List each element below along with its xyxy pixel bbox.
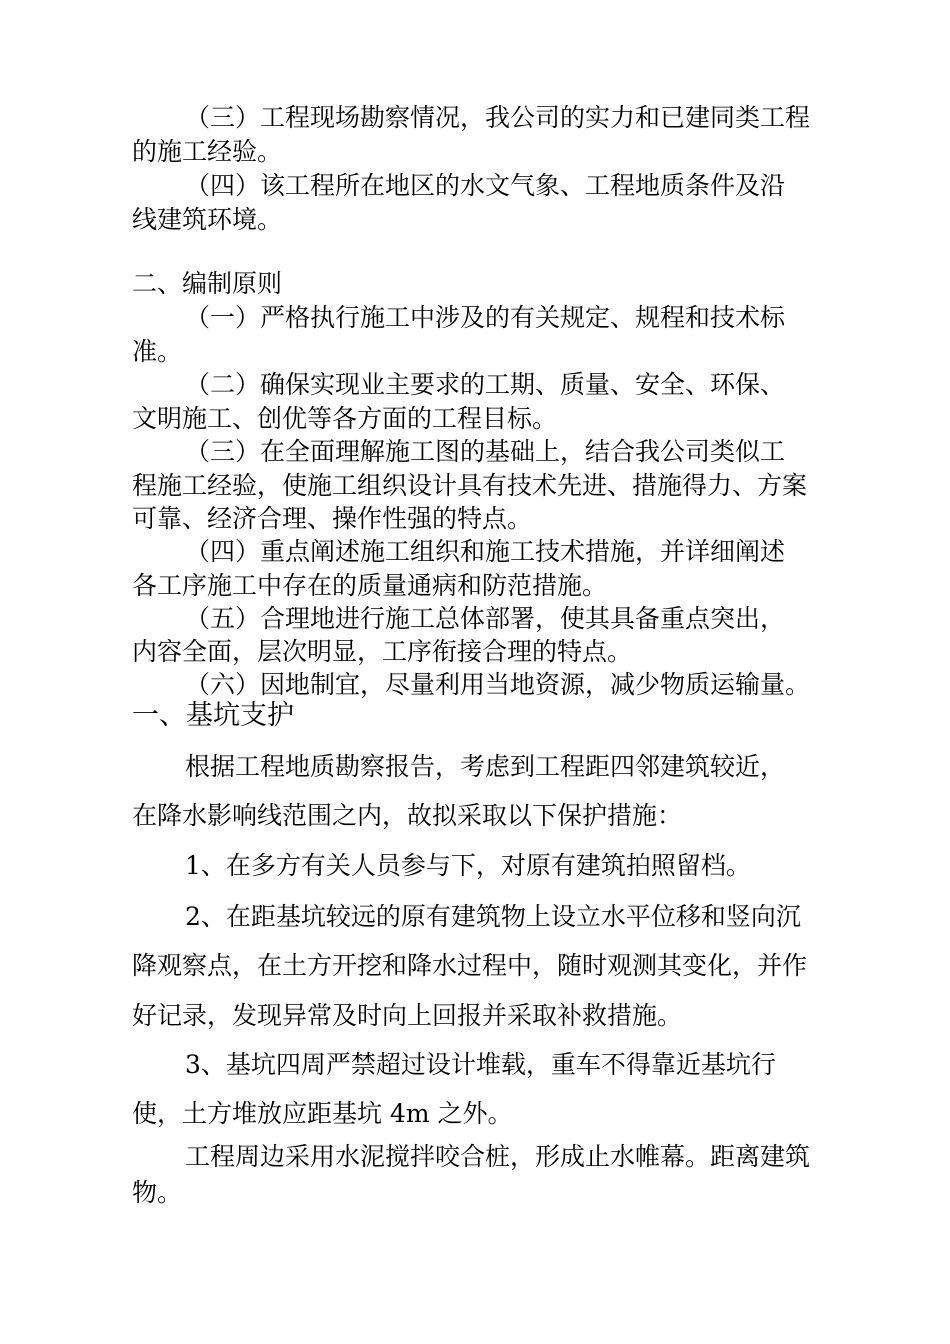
- principle-3-line-2: 程施工经验，使施工组织设计具有技术先进、措施得力、方案: [132, 471, 808, 500]
- foundation-pit-heading: 一、基坑支护: [132, 700, 294, 731]
- basis-item-3-line-1: （三）工程现场勘察情况，我公司的实力和已建同类工程: [185, 103, 811, 132]
- measure-3-line-1: 3、基坑四周严禁超过设计堆载，重车不得靠近基坑行: [185, 1050, 776, 1079]
- principle-2-line-2: 文明施工、创优等各方面的工程目标。: [132, 404, 558, 433]
- principles-heading: 二、编制原则: [132, 269, 283, 298]
- measure-1-line-1: 1、在多方有关人员参与下，对原有建筑拍照留档。: [185, 851, 751, 880]
- principle-2-line-1: （二）确保实现业主要求的工期、质量、安全、环保、: [185, 370, 786, 399]
- principle-3-line-1: （三）在全面理解施工图的基础上，结合我公司类似工: [185, 437, 786, 466]
- principle-5-line-2: 内容全面，层次明显，工序衔接合理的特点。: [132, 637, 633, 666]
- pit-intro-line-2: 在降水影响线范围之内，故拟采取以下保护措施：: [132, 801, 683, 830]
- principle-4-line-1: （四）重点阐述施工组织和施工技术措施，并详细阐述: [185, 537, 786, 566]
- pit-intro-line-1: 根据工程地质勘察报告，考虑到工程距四邻建筑较近，: [185, 752, 786, 781]
- basis-item-4-line-1: （四）该工程所在地区的水文气象、工程地质条件及沿: [185, 171, 786, 200]
- measure-3-line-2: 使，土方堆放应距基坑 4m 之外。: [132, 1099, 513, 1128]
- measure-2-line-1: 2、在距基坑较远的原有建筑物上设立水平位移和竖向沉: [185, 902, 801, 931]
- principle-6-line-1: （六）因地制宜，尽量利用当地资源，减少物质运输量。: [185, 670, 811, 699]
- principle-5-line-1: （五）合理地进行施工总体部署，使其具备重点突出，: [185, 604, 786, 633]
- principle-1-line-1: （一）严格执行施工中涉及的有关规定、规程和技术标: [185, 303, 786, 332]
- basis-item-3-line-2: 的施工经验。: [132, 137, 283, 166]
- principle-1-line-2: 准。: [132, 337, 183, 366]
- note-line-1: 工程周边采用水泥搅拌咬合桩，形成止水帷幕。距离建筑: [185, 1142, 811, 1171]
- principle-3-line-3: 可靠、经济合理、操作性强的特点。: [132, 504, 533, 533]
- measure-2-line-3: 好记录，发现异常及时向上回报并采取补救措施。: [132, 1001, 683, 1030]
- principle-4-line-2: 各工序施工中存在的质量通病和防范措施。: [132, 571, 608, 600]
- basis-item-4-line-2: 线建筑环境。: [132, 205, 283, 234]
- note-line-2: 物。: [132, 1178, 183, 1207]
- measure-2-line-2: 降观察点，在土方开挖和降水过程中，随时观测其变化，并作: [132, 951, 808, 980]
